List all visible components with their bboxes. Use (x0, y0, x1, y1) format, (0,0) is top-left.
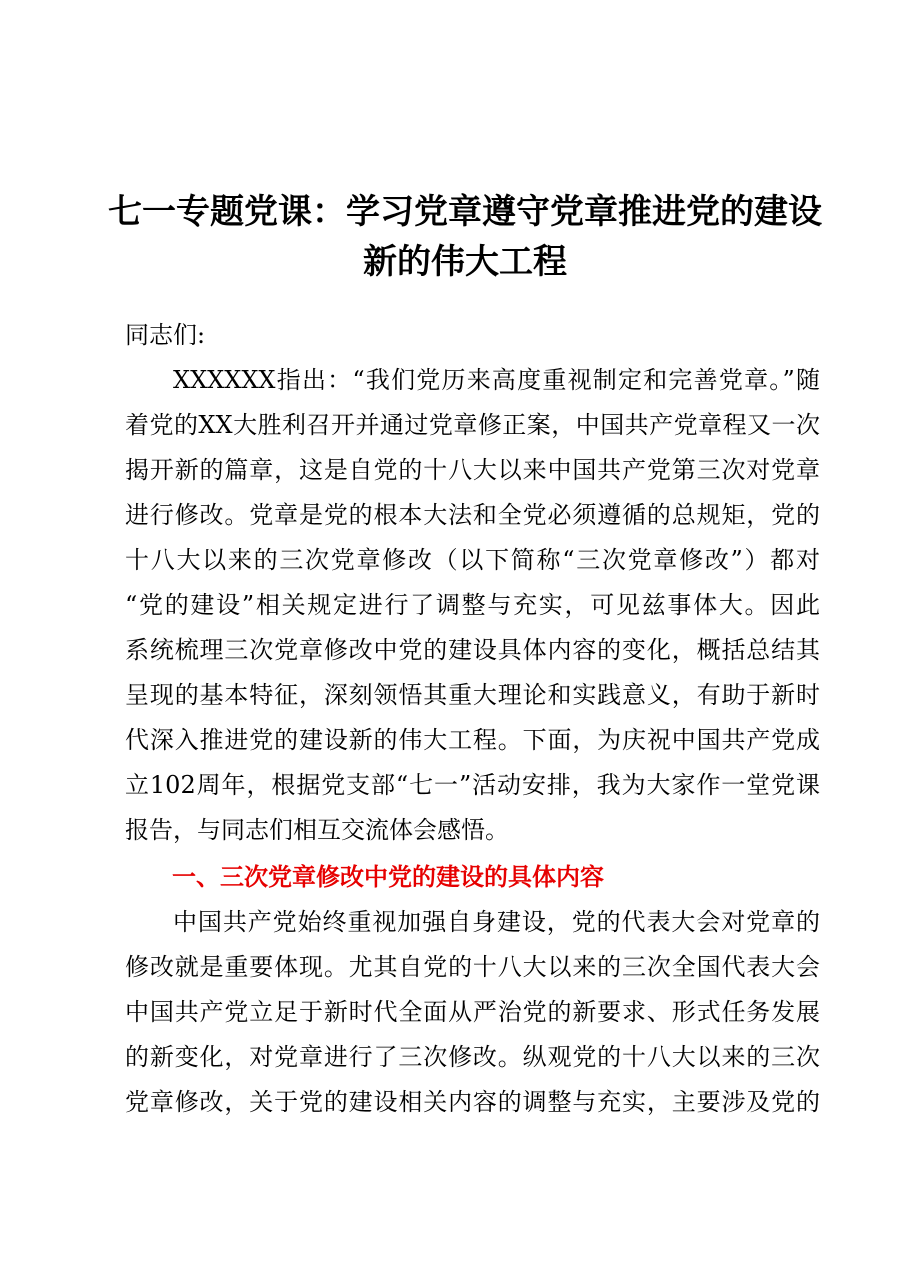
paragraph-intro (125, 358, 820, 853)
paragraph-line: 进行修改。党章是党的根本大法和全党必须遵循的总规矩，党的 (125, 501, 820, 529)
title-line-2: 新的伟大工程 (363, 242, 567, 282)
paragraph-line: 着党的XX大胜利召开并通过党章修正案，中国共产党章程又一次 (125, 411, 820, 439)
paragraph-line: 修改就是重要体现。尤其自党的十八大以来的三次全国代表大会 (125, 953, 820, 981)
paragraph-section1 (125, 900, 820, 1125)
paragraph-line: 呈现的基本特征，深刻领悟其重大理论和实践意义，有助于新时 (125, 681, 820, 709)
paragraph-line: 的新变化，对党章进行了三次修改。纵观党的十八大以来的三次 (125, 1043, 820, 1071)
paragraph-line: 中国共产党立足于新时代全面从严治党的新要求、形式任务发展 (125, 998, 820, 1026)
paragraph-line: “党的建设”相关规定进行了调整与充实，可见兹事体大。因此 (125, 591, 820, 619)
paragraph-line: 报告，与同志们相互交流体会感悟。 (125, 816, 509, 844)
title-line-1: 七一专题党课：学习党章遵守党章推进党的建设 (108, 192, 822, 232)
paragraph-line: 立102周年，根据党支部“七一”活动安排，我为大家作一堂党课 (125, 771, 820, 799)
document-title (100, 187, 830, 287)
paragraph-line: 系统梳理三次党章修改中党的建设具体内容的变化，概括总结其 (125, 636, 820, 664)
paragraph-line: 党章修改，关于党的建设相关内容的调整与充实，主要涉及党的 (125, 1088, 820, 1116)
section-heading-1: 一、三次党章修改中党的建设的具体内容 (172, 863, 604, 891)
paragraph-line: 中国共产党始终重视加强自身建设，党的代表大会对党章的 (173, 908, 820, 936)
paragraph-line: 十八大以来的三次党章修改（以下简称“三次党章修改”）都对 (125, 546, 820, 574)
paragraph-line: 揭开新的篇章，这是自党的十八大以来中国共产党第三次对党章 (125, 456, 820, 484)
paragraph-line: 代深入推进党的建设新的伟大工程。下面，为庆祝中国共产党成 (125, 726, 820, 754)
paragraph-line: XXXXXX指出：“我们党历来高度重视制定和完善党章。”随 (173, 366, 820, 394)
greeting: 同志们: (125, 321, 206, 349)
